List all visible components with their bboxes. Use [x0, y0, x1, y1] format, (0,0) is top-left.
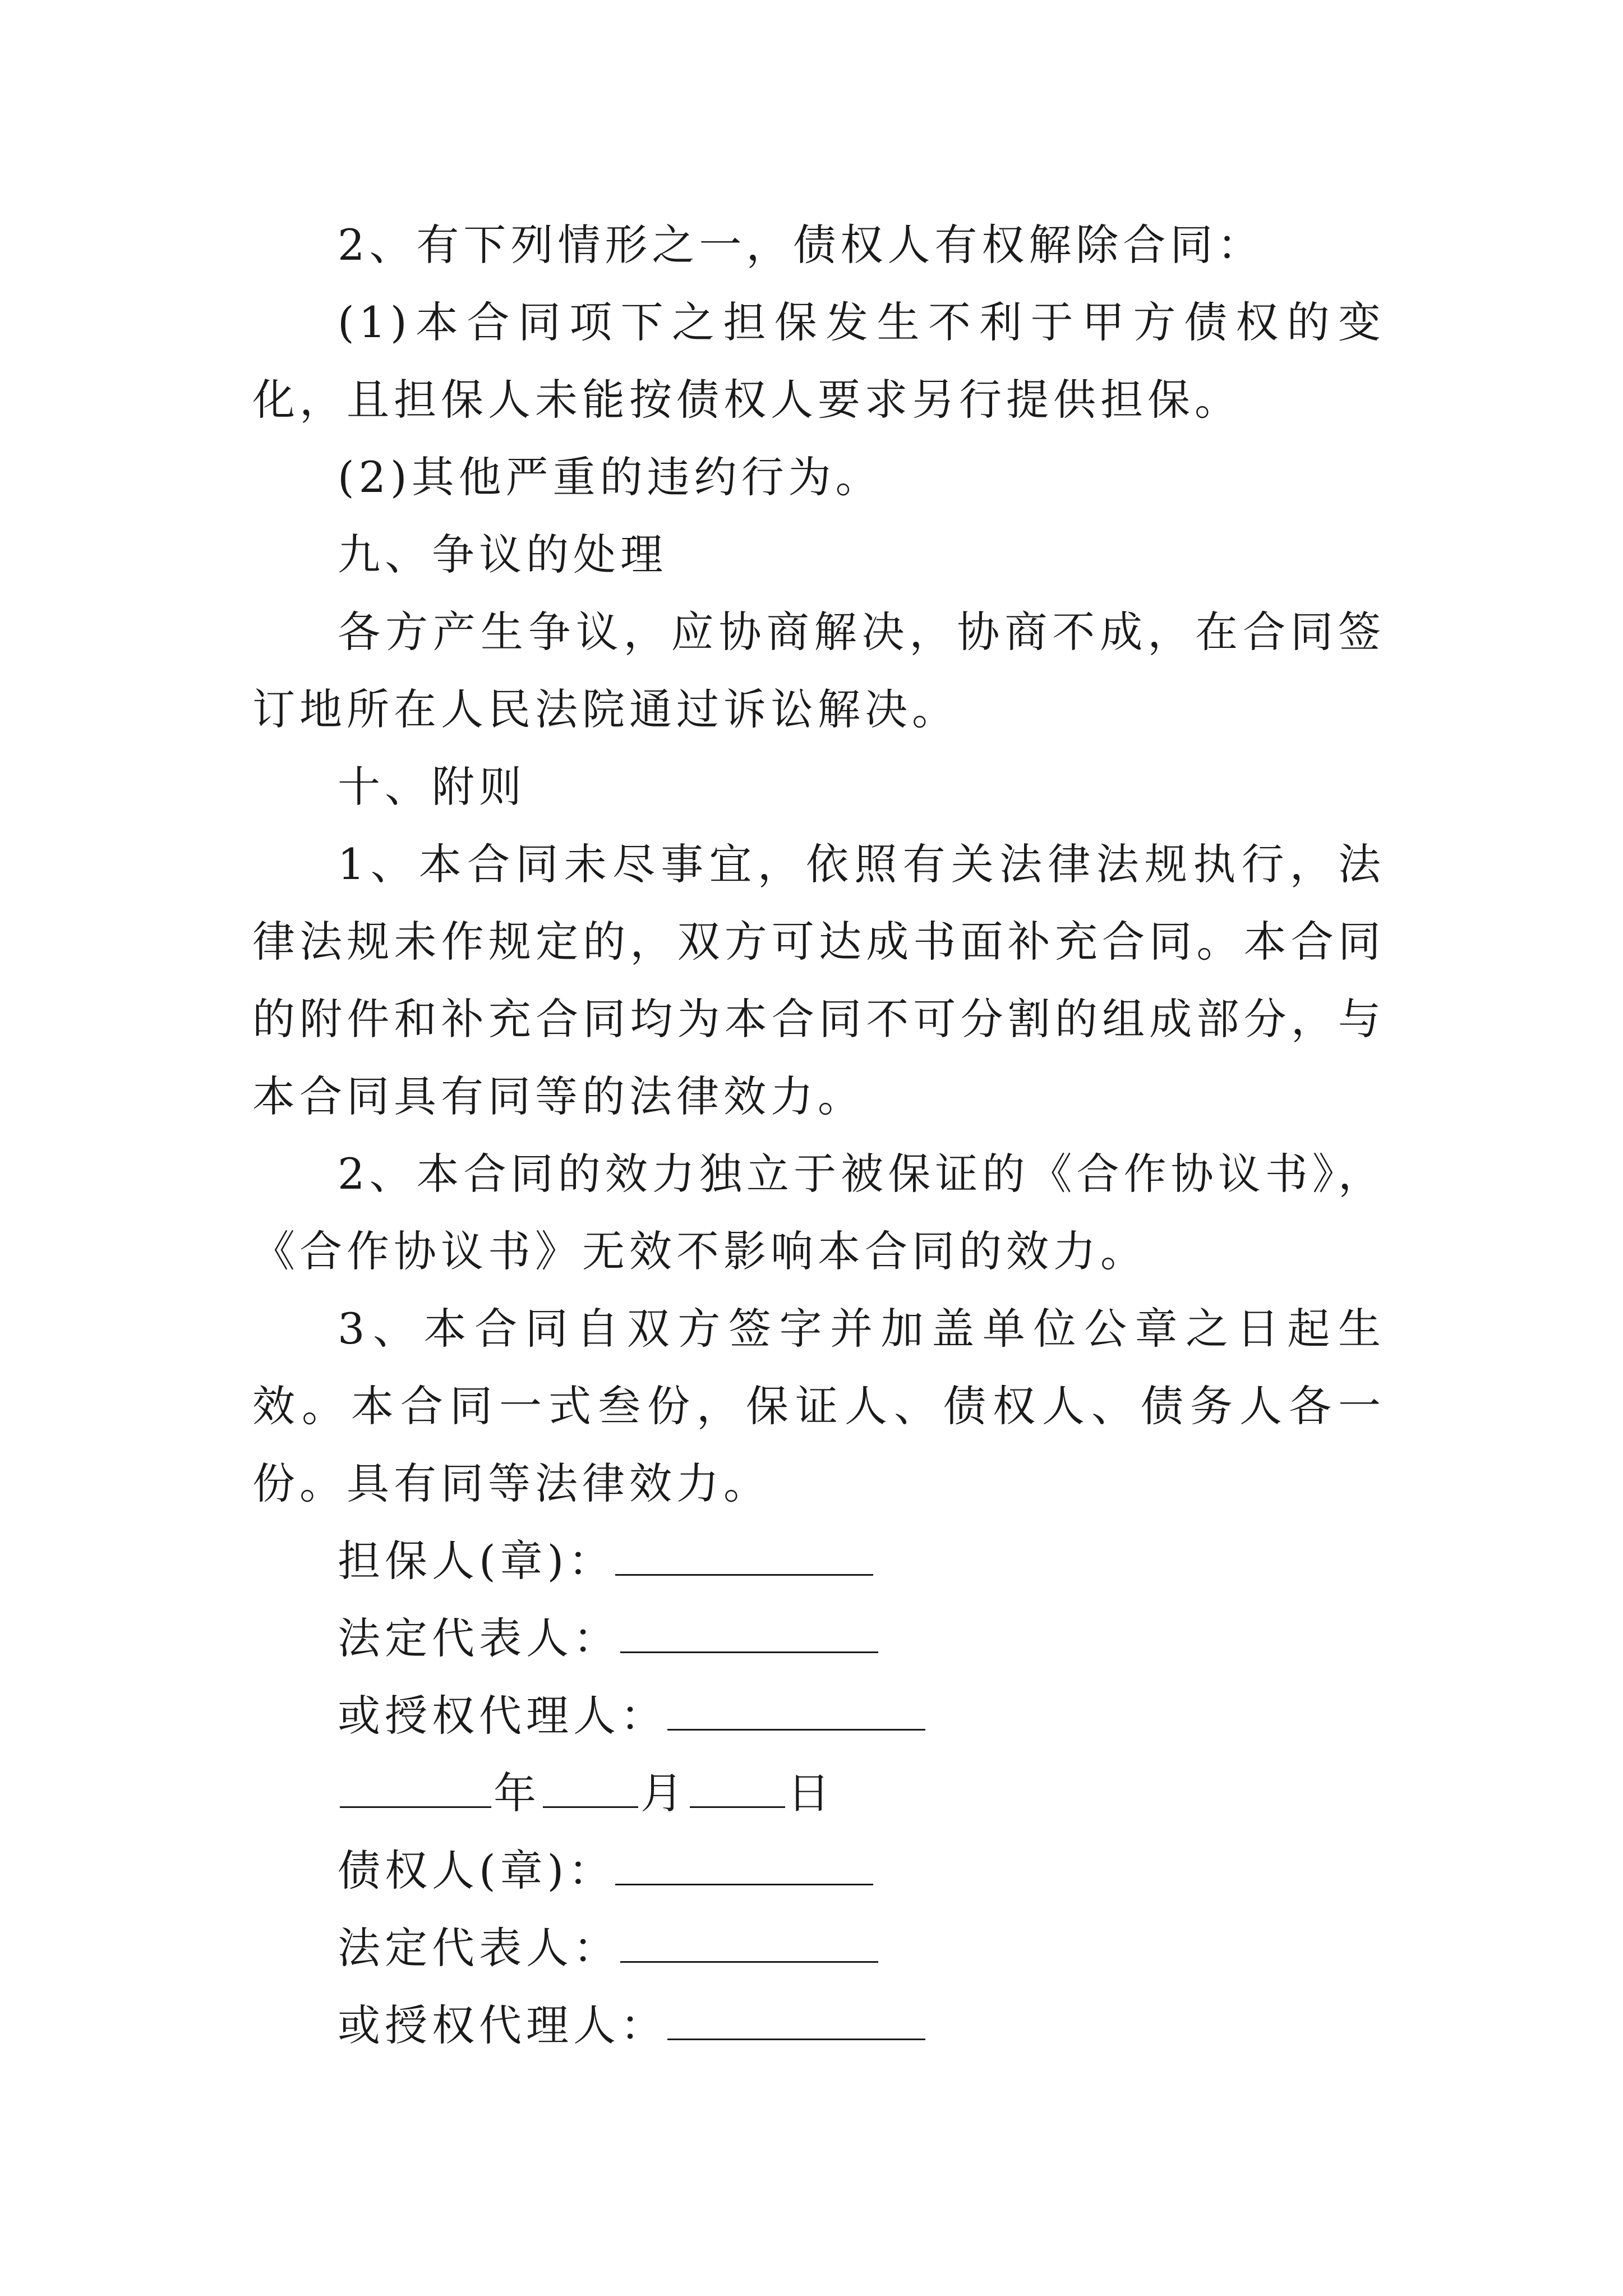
guarantor-rep-blank [620, 1618, 878, 1653]
clause-supplementary-2: 2、本合同的效力独立于被保证的《合作协议书》，《合作协议书》无效不影响本合同的效力。 [252, 1149, 1385, 1276]
clause-termination-item-2: (2)其他严重的违约行为。 [338, 452, 883, 502]
day-label: 日 [787, 1768, 834, 1818]
date-line [338, 1755, 1385, 1832]
clause-dispute: 各方产生争议，应协商解决，协商不成，在合同签订地所在人民法院通过诉讼解决。 [252, 607, 1385, 734]
creditor-agent-blank [667, 2005, 925, 2040]
guarantor-seal-line [338, 1522, 1385, 1600]
month-blank [543, 1773, 638, 1808]
year-label: 年 [494, 1768, 541, 1818]
year-blank [340, 1773, 491, 1808]
guarantor-agent-line [338, 1677, 1385, 1755]
guarantor-rep-line [338, 1600, 1385, 1677]
creditor-seal-label: 债权人(章)： [338, 1846, 616, 1895]
creditor-rep-blank [620, 1927, 878, 1963]
creditor-agent-label: 或授权代理人： [338, 2000, 667, 2050]
clause-supplementary-3: 3、本合同自双方签字并加盖单位公章之日起生效。本合同一式叁份，保证人、债权人、债务人各一份。具有同等法律效力。 [252, 1304, 1385, 1508]
month-label: 月 [640, 1768, 688, 1818]
section-heading-supplementary: 十、附则 [338, 762, 526, 812]
day-blank [690, 1773, 785, 1808]
guarantor-seal-blank [615, 1540, 873, 1576]
creditor-rep-label: 法定代表人： [338, 1923, 620, 1973]
creditor-seal-line [338, 1832, 1385, 1910]
guarantor-rep-label: 法定代表人： [338, 1613, 620, 1663]
clause-termination-rights: 2、有下列情形之一，债权人有权解除合同： [338, 220, 1265, 270]
clause-termination-item-1: (1)本合同项下之担保发生不利于甲方债权的变化，且担保人未能按债权人要求另行提供担保。 [252, 297, 1385, 425]
creditor-rep-line [338, 1910, 1385, 1987]
section-heading-dispute: 九、争议的处理 [338, 530, 667, 579]
guarantor-seal-label: 担保人(章)： [338, 1536, 616, 1586]
guarantor-agent-label: 或授权代理人： [338, 1691, 667, 1741]
clause-supplementary-1: 1、本合同未尽事宜，依照有关法律法规执行，法律法规未作规定的，双方可达成书面补充合同。本合同的附件和补充合同均为本合同不可分割的组成部分，与本合同具有同等的法律效力。 [252, 839, 1385, 1121]
creditor-seal-blank [615, 1850, 873, 1885]
document-page [252, 206, 1385, 2064]
creditor-agent-line [338, 1987, 1385, 2064]
guarantor-agent-blank [667, 1695, 925, 1731]
